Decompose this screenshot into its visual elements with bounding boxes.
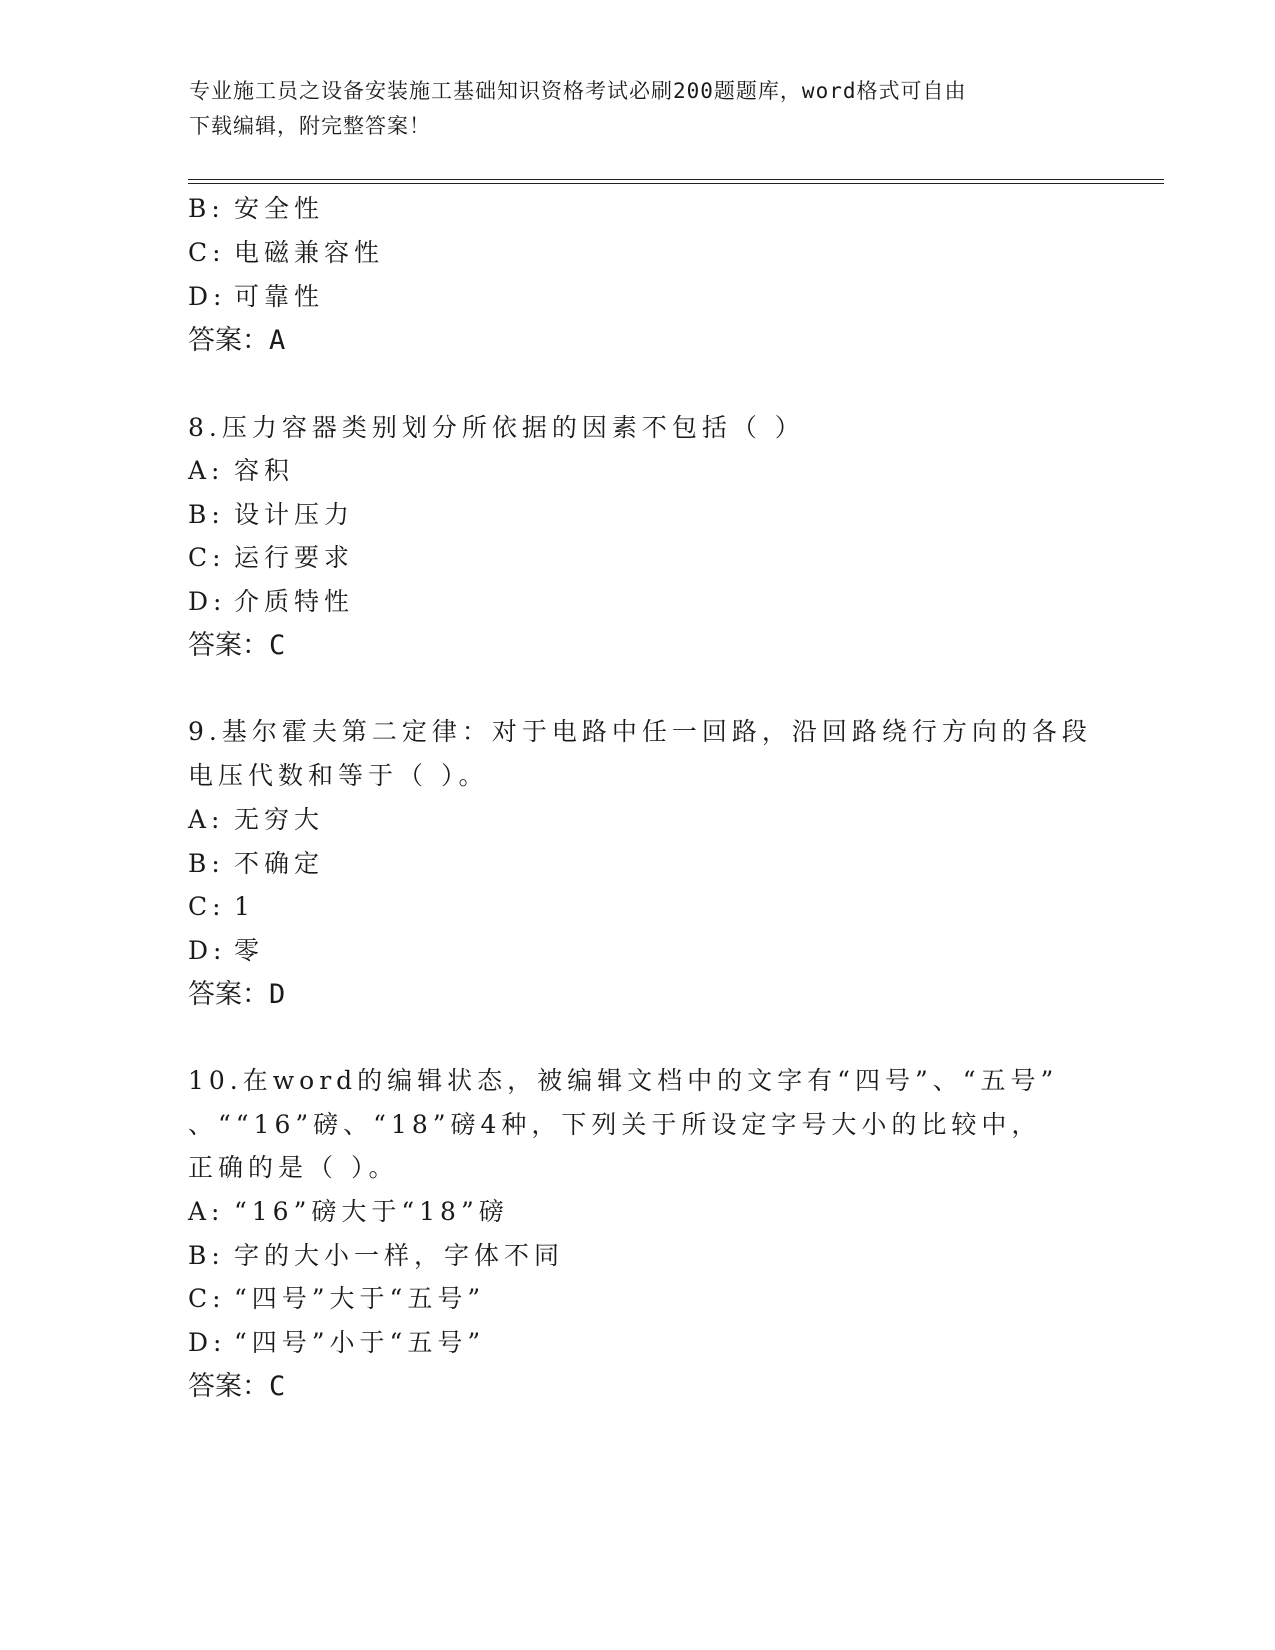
q9-option-d: D: 零 (188, 936, 265, 965)
q9-stem-line-2: 电压代数和等于（ ）。 (188, 761, 489, 790)
header-line-2: 下载编辑，附完整答案！ (189, 114, 431, 138)
q10-option-b: B: 字的大小一样，字体不同 (188, 1241, 565, 1270)
q7-option-d: D: 可靠性 (188, 282, 325, 311)
q9-option-c: C: 1 (188, 892, 255, 921)
q10-answer: 答案：C (188, 1371, 286, 1402)
q8-option-d: D: 介质特性 (188, 587, 355, 616)
q7-option-c: C: 电磁兼容性 (188, 238, 385, 267)
q10-stem-line-1: 10.在word的编辑状态，被编辑文档中的文字有“四号”、“五号” (188, 1066, 1059, 1095)
q10-option-d: D: “四号”小于“五号” (188, 1328, 486, 1357)
q7-answer: 答案：A (188, 325, 286, 356)
q10-stem-line-3: 正确的是（ ）。 (188, 1153, 399, 1182)
header-divider (188, 179, 1164, 184)
q9-option-a: A: 无穷大 (188, 805, 325, 834)
header-line-1: 专业施工员之设备安装施工基础知识资格考试必刷200题题库，word格式可自由 (189, 79, 967, 103)
document-header (189, 74, 1089, 144)
q8-option-a: A: 容积 (188, 456, 295, 485)
q8-option-c: C: 运行要求 (188, 543, 355, 572)
q9-stem-line-1: 9.基尔霍夫第二定律：对于电路中任一回路，沿回路绕行方向的各段 (188, 717, 1092, 746)
q10-option-c: C: “四号”大于“五号” (188, 1284, 486, 1313)
q10-stem-line-2: 、““16”磅、“18”磅4种，下列关于所设定字号大小的比较中， (188, 1110, 1042, 1139)
q9-option-b: B: 不确定 (188, 849, 325, 878)
q8-option-b: B: 设计压力 (188, 500, 355, 529)
q7-option-b: B: 安全性 (188, 194, 325, 223)
q8-stem: 8.压力容器类别划分所依据的因素不包括（ ） (188, 413, 805, 442)
q9-answer: 答案：D (188, 979, 286, 1010)
q10-option-a: A: “16”磅大于“18”磅 (188, 1197, 509, 1226)
q8-answer: 答案：C (188, 630, 286, 661)
